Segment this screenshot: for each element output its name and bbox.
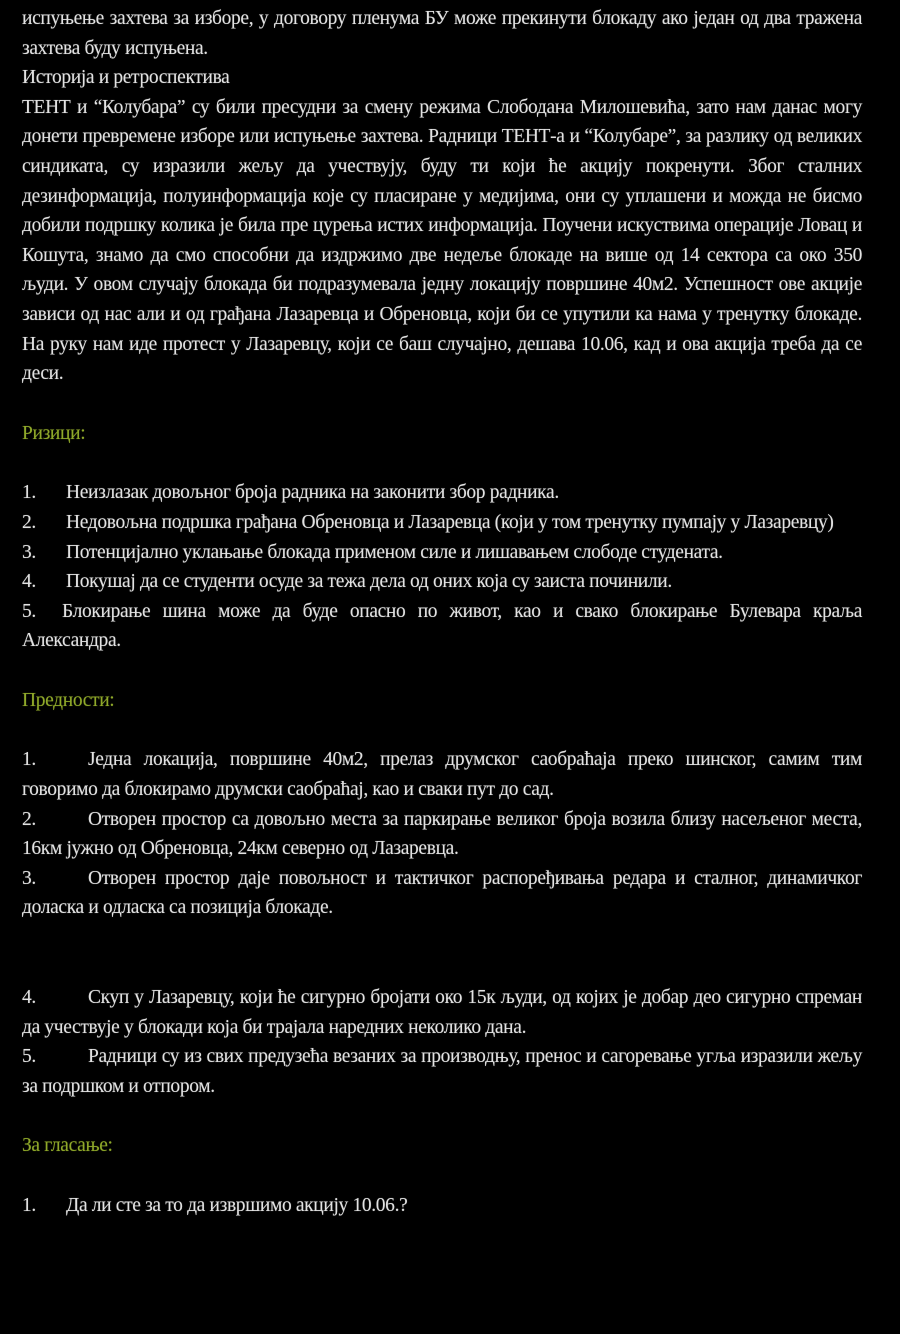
list-text: Неизлазак довољног броја радника на законити збор радника. xyxy=(66,482,559,504)
list-number: 2. xyxy=(22,808,36,830)
list-number: 5. xyxy=(22,600,36,622)
list-text: Покушај да се студенти осуде за тежа дела од оних која су заиста починили. xyxy=(66,571,672,593)
advantage-item xyxy=(22,1042,862,1101)
voting-list xyxy=(22,1191,862,1221)
list-text: Једна локација, површине 40м2, прелаз друмског саобраћаја преко шинског, самим тим говоримо да блокирамо друмски саобраћај, као и сваки пут до сад. xyxy=(22,749,862,801)
list-number: 4. xyxy=(22,571,36,593)
advantage-item xyxy=(22,805,862,864)
intro-paragraph: испуњење захтева за изборе, у договору пленума БУ може прекинути блокаду ако један од два тражена захтева буду испуњена. xyxy=(22,8,862,59)
voting-heading: За гласање: xyxy=(22,1135,113,1157)
list-number: 3. xyxy=(22,867,36,889)
list-number: 1. xyxy=(22,749,36,771)
list-number: 3. xyxy=(22,541,36,563)
list-text: Отворен простор са довољно места за паркирање великог броја возила близу насељеног места, 16км јужно од Обреновца, 24км северно од Лазаревца. xyxy=(22,808,862,860)
risks-list xyxy=(22,478,862,656)
risk-item xyxy=(22,597,862,656)
advantage-item xyxy=(22,983,862,1042)
advantage-item xyxy=(22,745,862,804)
advantages-list xyxy=(22,745,862,1101)
list-text: Радници су из свих предузећа везаних за производњу, пренос и сагоревање угља изразили жељу за подршком и отпором. xyxy=(22,1046,862,1097)
history-paragraph: ТЕНТ и “Колубара” су били пресудни за смену режима Слободана Милошевића, зато нам данас могу донети превремене изборе или испуњење захтева. Радници ТЕНТ-а и “Колубаре”, за разлику од великих синдиката, су изразили жељу да учествују, буду ти који ће акцију покренути. Због сталних дезинформација, полуинформација које су пласиране у медијима, они су уплашени и можда не бисмо добили подршку колика је била пре цурења истих информација. Поучени искуствима операције Ловац и Кошута, знамо да смо способни да издржимо две недеље блокаде на више од 14 сектора са око 350 људи. У овом случају блокада би подразумевала једну локацију површине 40м2. Успешност ове акције зависи од нас али и од грађана Лазаревца и Обреновца, који би се упутили ка нама у тренутку блокаде. На руку нам иде протест у Лазаревцу, који се баш случајно, дешава 10.06, кад и ова акција треба да се деси. xyxy=(22,96,862,385)
risks-heading: Ризици: xyxy=(22,422,86,444)
risk-item xyxy=(22,538,862,568)
history-title: Историја и ретроспектива xyxy=(22,67,230,89)
list-text: Отворен простор даје повољност и тактичког распоређивања редара и сталног, динамичког доласка и одласка са позиција блокаде. xyxy=(22,867,862,919)
list-text: Да ли сте за то да извршимо акцију 10.06.? xyxy=(66,1195,408,1216)
advantage-item xyxy=(22,864,862,923)
risk-item xyxy=(22,567,862,597)
risk-item xyxy=(22,478,862,508)
list-text: Блокирање шина може да буде опасно по живот, као и свако блокирање Булевара краља Александра. xyxy=(22,600,862,652)
risk-item xyxy=(22,508,862,538)
list-number: 2. xyxy=(22,511,36,533)
list-number: 5. xyxy=(22,1046,36,1068)
list-text: Недовољна подршка грађана Обреновца и Лазаревца (који у том тренутку пумпају у Лазаревцу) xyxy=(66,511,834,533)
list-number: 4. xyxy=(22,987,36,1009)
list-number: 1. xyxy=(22,482,36,504)
list-text: Скуп у Лазаревцу, који ће сигурно бројати око 15к људи, од којих је добар део сигурно спреман да учествује у блокади која би трајала наредних неколико дана. xyxy=(22,987,862,1038)
voting-item xyxy=(22,1191,862,1221)
list-number: 1. xyxy=(22,1195,36,1216)
list-text: Потенцијално уклањање блокада применом силе и лишавањем слободе студената. xyxy=(66,541,723,563)
advantages-heading: Предности: xyxy=(22,689,115,711)
